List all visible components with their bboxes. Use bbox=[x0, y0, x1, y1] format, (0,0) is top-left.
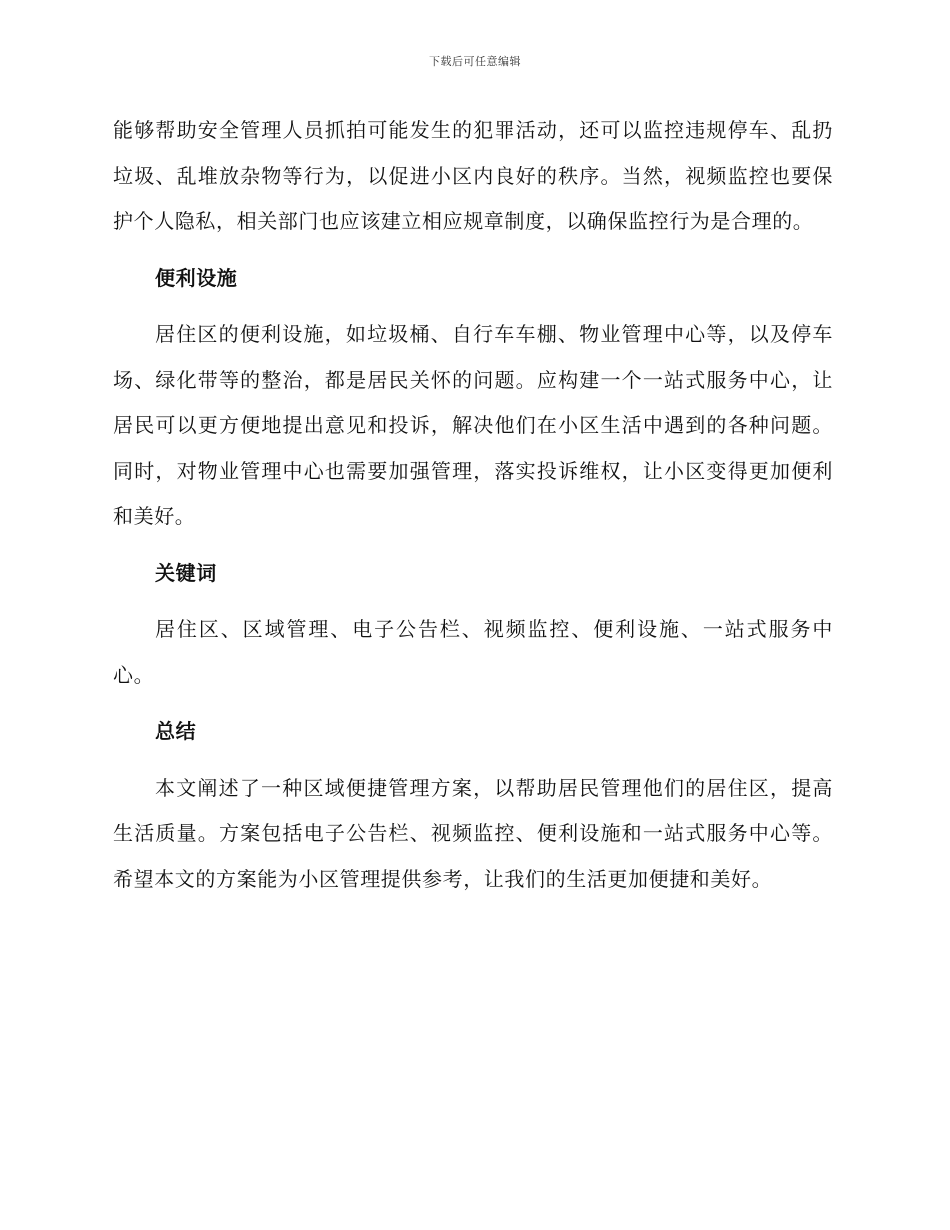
section-paragraph-summary: 本文阐述了一种区域便捷管理方案，以帮助居民管理他们的居住区，提高生活质量。方案包括电子公告栏、视频监控、便利设施和一站式服务中心等。希望本文的方案能为小区管理提供参考，让我们的生活更加便捷和美好。 bbox=[113, 775, 833, 891]
document-body bbox=[113, 108, 833, 902]
section-paragraph-facilities: 居住区的便利设施，如垃圾桶、自行车车棚、物业管理中心等，以及停车场、绿化带等的整治，都是居民关怀的问题。应构建一个一站式服务中心，让居民可以更方便地提出意见和投诉，解决他们在小区生活中遇到的各种问题。同时，对物业管理中心也需要加强管理，落实投诉维权，让小区变得更加便利和美好。 bbox=[113, 322, 833, 528]
section-heading-keywords: 关键词 bbox=[155, 560, 217, 585]
header-note: 下载后可任意编辑 bbox=[429, 55, 521, 68]
section-paragraph-keywords: 居住区、区域管理、电子公告栏、视频监控、便利设施、一站式服务中心。 bbox=[113, 617, 833, 687]
section-heading-summary: 总结 bbox=[155, 719, 197, 743]
section-heading-facilities: 便利设施 bbox=[155, 265, 238, 290]
intro-paragraph: 能够帮助安全管理人员抓拍可能发生的犯罪活动，还可以监控违规停车、乱扔垃圾、乱堆放杂物等行为，以促进小区内良好的秩序。当然，视频监控也要保护个人隐私，相关部门也应该建立相应规章制度，以确保监控行为是合理的。 bbox=[113, 118, 833, 233]
